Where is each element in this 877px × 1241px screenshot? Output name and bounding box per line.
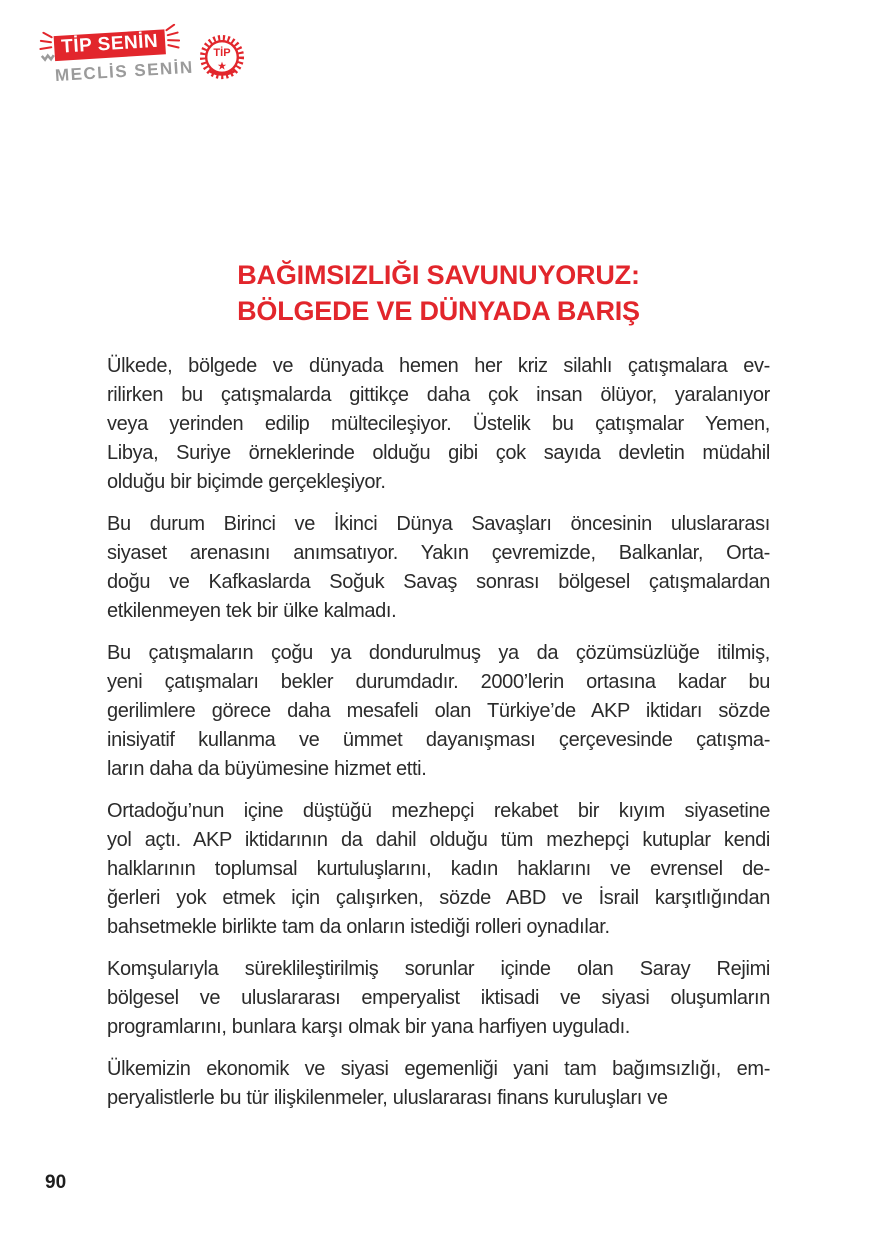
party-logo <box>40 32 245 87</box>
paragraph-line: yol açtı. AKP iktidarının da dahil olduğu tüm mezhepçi kutuplar kendi <box>107 829 770 851</box>
logo-rays-right-icon <box>164 23 181 58</box>
body-paragraphs <box>107 352 770 1126</box>
paragraph-line: Komşularıyla süreklileştirilmiş sorunlar içinde olan Saray Rejimi <box>107 958 770 980</box>
paragraph-line: ların daha da büyümesine hizmet etti. <box>107 758 427 780</box>
paragraph-line: bahsetmekle birlikte tam da onların istediği rolleri oynadılar. <box>107 916 610 938</box>
page-title-line2: BÖLGEDE VE DÜNYADA BARIŞ <box>237 296 640 326</box>
paragraph-line: Ülkemizin ekonomik ve siyasi egemenliği yani tam bağımsızlığı, em- <box>107 1058 770 1080</box>
paragraph <box>107 510 770 626</box>
paragraph <box>107 639 770 784</box>
paragraph-line: etkilenmeyen tek bir ülke kalmadı. <box>107 600 397 622</box>
page-title <box>107 257 770 329</box>
paragraph-line: Libya, Suriye örneklerinde olduğu gibi çok sayıda devletin müdahil <box>107 442 770 464</box>
paragraph-line: gerilimlere görece daha mesafeli olan Türkiye’de AKP iktidarı sözde <box>107 700 770 722</box>
paragraph-line: Ortadoğu’nun içine düştüğü mezhepçi rekabet bir kıyım siyasetine <box>107 800 770 822</box>
page-title-line1: BAĞIMSIZLIĞI SAVUNUYORUZ: <box>237 260 640 290</box>
paragraph-line: inisiyatif kullanma ve ümmet dayanışması çerçevesinde çatışma- <box>107 729 770 751</box>
tip-emblem-icon <box>199 34 245 82</box>
paragraph-line: bölgesel ve uluslararası emperyalist iktisadi ve siyasi oluşumların <box>107 987 770 1009</box>
logo-subtitle: MECLİS SENİN <box>54 57 195 86</box>
paragraph-line: veya yerinden edilip mültecileşiyor. Üstelik bu çatışmalar Yemen, <box>107 413 770 435</box>
logo-banner: TİP SENİN <box>54 29 166 61</box>
paragraph <box>107 955 770 1042</box>
paragraph <box>107 352 770 497</box>
paragraph-line: halklarının toplumsal kurtuluşlarını, kadın haklarını ve evrensel de- <box>107 858 770 880</box>
paragraph-line: siyaset arenasını anımsatıyor. Yakın çevremizde, Balkanlar, Orta- <box>107 542 770 564</box>
paragraph-line: yeni çatışmaları bekler durumdadır. 2000’lerin ortasına kadar bu <box>107 671 770 693</box>
paragraph-line: Ülkede, bölgede ve dünyada hemen her kriz silahlı çatışmalara ev- <box>107 355 770 377</box>
paragraph-line: Bu çatışmaların çoğu ya dondurulmuş ya da çözümsüzlüğe itilmiş, <box>107 642 770 664</box>
paragraph-line: Bu durum Birinci ve İkinci Dünya Savaşları öncesinin uluslararası <box>107 513 770 535</box>
paragraph-line: olduğu bir biçimde gerçekleşiyor. <box>107 471 386 493</box>
paragraph <box>107 797 770 942</box>
svg-text:TİP: TİP <box>213 47 231 60</box>
page-number: 90 <box>45 1172 67 1193</box>
paragraph-line: programlarını, bunlara karşı olmak bir yana harfiyen uyguladı. <box>107 1016 631 1038</box>
paragraph-line: ğerleri yok etmek için çalışırken, sözde ABD ve İsrail karşıtlığından <box>107 887 770 909</box>
paragraph-line: doğu ve Kafkaslarda Soğuk Savaş sonrası bölgesel çatışmalardan <box>107 571 770 593</box>
paragraph-line: rilirken bu çatışmalarda gittikçe daha çok insan ölüyor, yaralanıyor <box>107 384 770 406</box>
paragraph-line: peryalistlerle bu tür ilişkilenmeler, uluslararası finans kuruluşları ve <box>107 1087 668 1109</box>
paragraph <box>107 1055 770 1113</box>
logo-text-block <box>38 23 194 87</box>
